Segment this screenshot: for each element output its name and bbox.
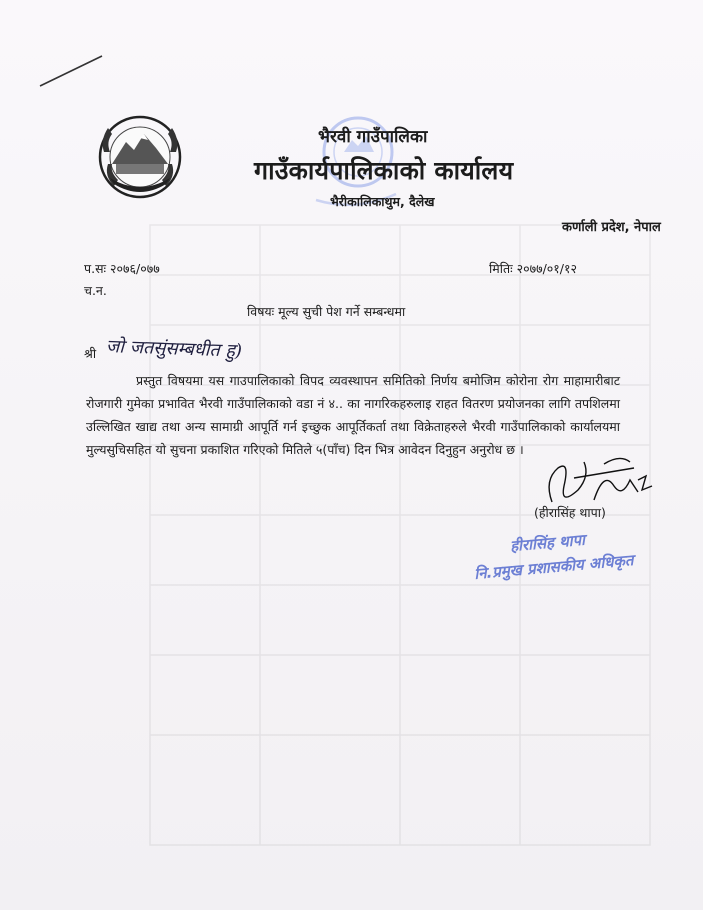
- letter-body: प्रस्तुत विषयमा यस गाउपालिकाको विपद व्यवस्थापन समितिको निर्णय बमोजिम कोरोना रोग माहामारीबाट रोजगारी गुमेका प्रभावित भैरवी गाउँपालिकाको वडा नं ४.. का नागरिकहरुलाइ राहत वितरण प्रयोजनका लागि तपशिलमा उल्लिखित खाद्य तथा अन्य सामाग्री आपूर्ति गर्न इच्छुक आपूर्तिकर्ता तथा विक्रेताहरुले भैरवी गाउँपालिकाको कार्यालयमा मुल्यसुचिसहित यो सुचना प्रकाशित गरिएको मितिले ५(पाँच) दिन भित्र आवेदन दिनुहुन अनुरोध छ ।: [86, 373, 620, 457]
- municipality-name: भैरवी गाउँपालिका: [318, 127, 428, 147]
- signatory-name: (हीरासिंह थापा): [534, 505, 606, 520]
- dispatch-number: च.न.: [84, 283, 107, 298]
- stamp-designation: नि.प्रमुख प्रशासकीय अधिकृत: [473, 551, 635, 583]
- office-address: भैरीकालिकाथुम, दैलेख: [330, 194, 435, 209]
- addressee-prefix: श्री: [84, 346, 97, 361]
- handwritten-addressee: जो जतसुंसम्बधीत हु): [105, 336, 243, 362]
- province-line: कर्णाली प्रदेश, नेपाल: [562, 220, 661, 235]
- pen-mark: [38, 50, 104, 90]
- stamp-name: हीरासिंह थापा: [509, 530, 586, 556]
- subject-line: विषयः मूल्य सुची पेश गर्ने सम्बन्धमा: [247, 304, 406, 319]
- nepal-emblem-logo: [94, 112, 186, 202]
- reference-number: प.सः २०७६/०७७: [84, 261, 160, 276]
- letter-date: मितिः २०७७/०१/१२: [489, 261, 577, 276]
- office-name: गाउँकार्यपालिकाको कार्यालय: [254, 156, 514, 185]
